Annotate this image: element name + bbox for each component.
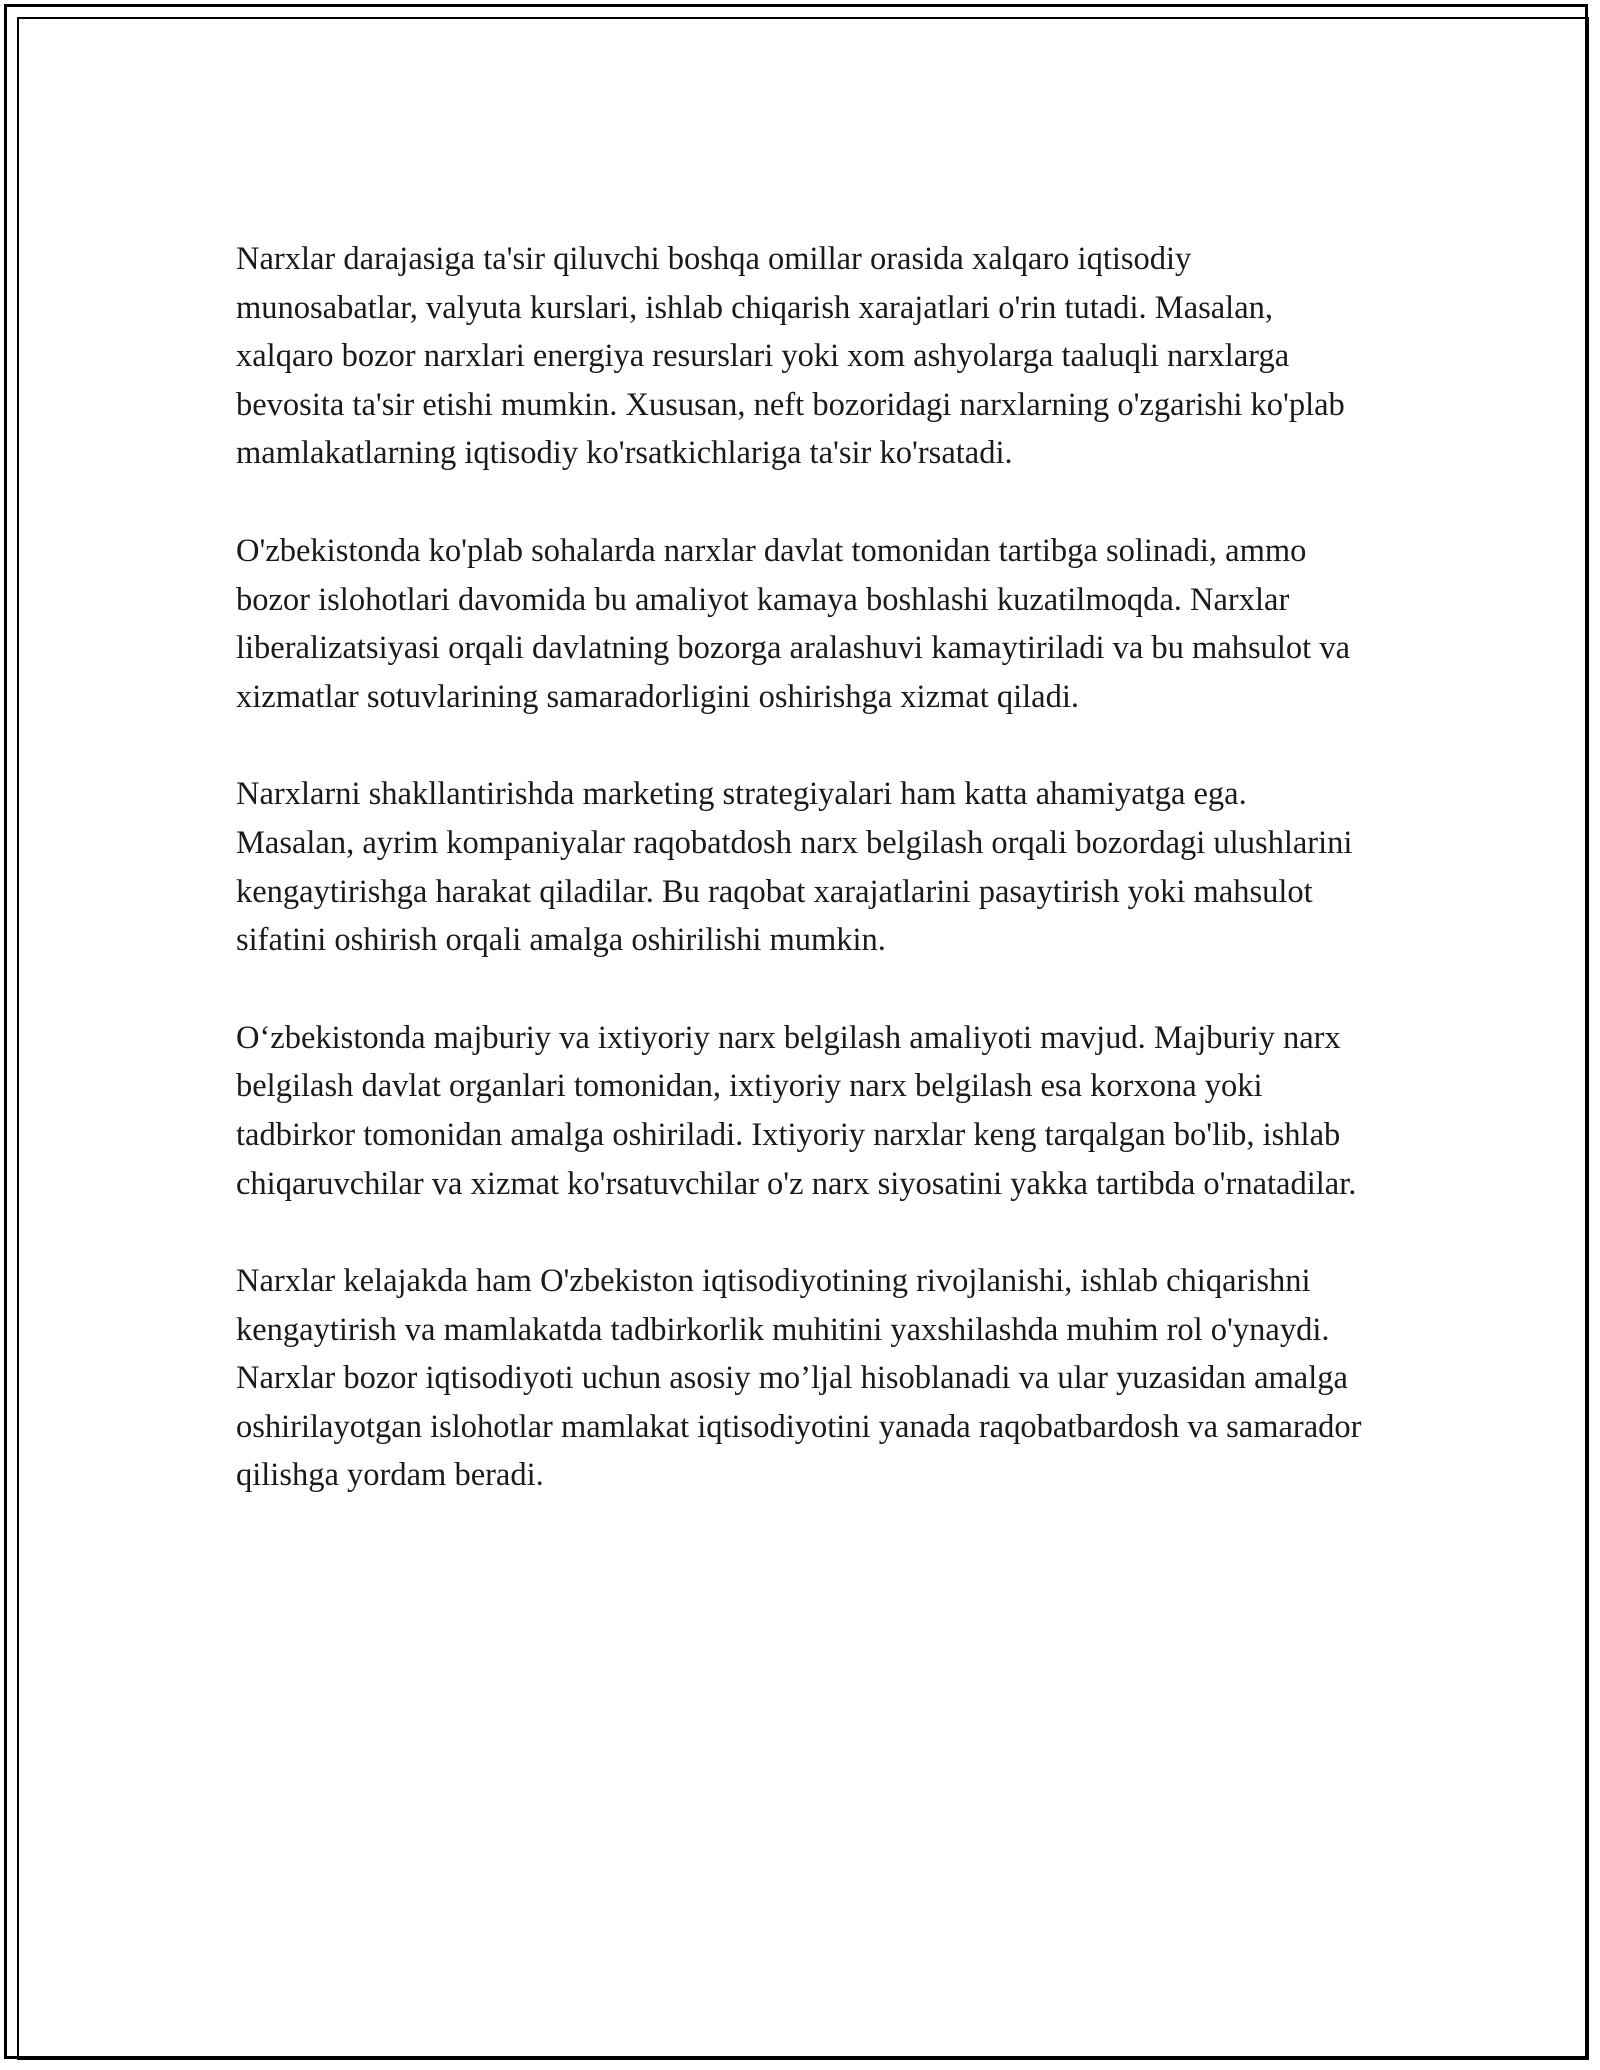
- paragraph-5: Narxlar kelajakda ham O'zbekiston iqtisodiyotining rivojlanishi, ishlab chiqarishni kengaytirish va mamlakatda tadbirkorlik muhitini yaxshilashda muhim rol o'ynaydi. Narxlar bozor iqtisodiyoti uchun asosiy mo’ljal hisoblanadi va ular yuzasidan amalga oshirilayotgan islohotlar mamlakat iqtisodiyotini yanada raqobatbardosh va samarador qilishga yordam beradi.: [236, 1263, 1362, 1494]
- paragraph-4: O‘zbekistonda majburiy va ixtiyoriy narx belgilash amaliyoti mavjud. Majburiy narx belgilash davlat organlari tomonidan, ixtiyoriy narx belgilash esa korxona yoki tadbirkor tomonidan amalga oshiriladi. Ixtiyoriy narxlar keng tarqalgan bo'lib, ishlab chiqaruvchilar va xizmat ko'rsatuvchilar o'z narx siyosatini yakka tartibda o'rnatadilar.: [236, 1019, 1357, 1202]
- document-body: [236, 235, 1366, 1549]
- paragraph-1: Narxlar darajasiga ta'sir qiluvchi boshqa omillar orasida xalqaro iqtisodiy munosabatlar, valyuta kurslari, ishlab chiqarish xarajatlari o'rin tutadi. Masalan, xalqaro bozor narxlari energiya resurslari yoki xom ashyolarga taaluqli narxlarga bevosita ta'sir etishi mumkin. Xususan, neft bozoridagi narxlarning o'zgarishi ko'plab mamlakatlarning iqtisodiy ko'rsatkichlariga ta'sir ko'rsatadi.: [236, 241, 1345, 472]
- paragraph-3: Narxlarni shakllantirishda marketing strategiyalari ham katta ahamiyatga ega. Masalan, ayrim kompaniyalar raqobatdosh narx belgilash orqali bozordagi ulushlarini kengaytirishga harakat qiladilar. Bu raqobat xarajatlarini pasaytirish yoki mahsulot sifatini oshirish orqali amalga oshirilishi mumkin.: [236, 776, 1353, 959]
- paragraph-2: O'zbekistonda ko'plab sohalarda narxlar davlat tomonidan tartibga solinadi, ammo bozor islohotlari davomida bu amaliyot kamaya boshlashi kuzatilmoqda. Narxlar liberalizatsiyasi orqali davlatning bozorga aralashuvi kamaytiriladi va bu mahsulot va xizmatlar sotuvlarining samaradorligini oshirishga xizmat qiladi.: [236, 532, 1350, 715]
